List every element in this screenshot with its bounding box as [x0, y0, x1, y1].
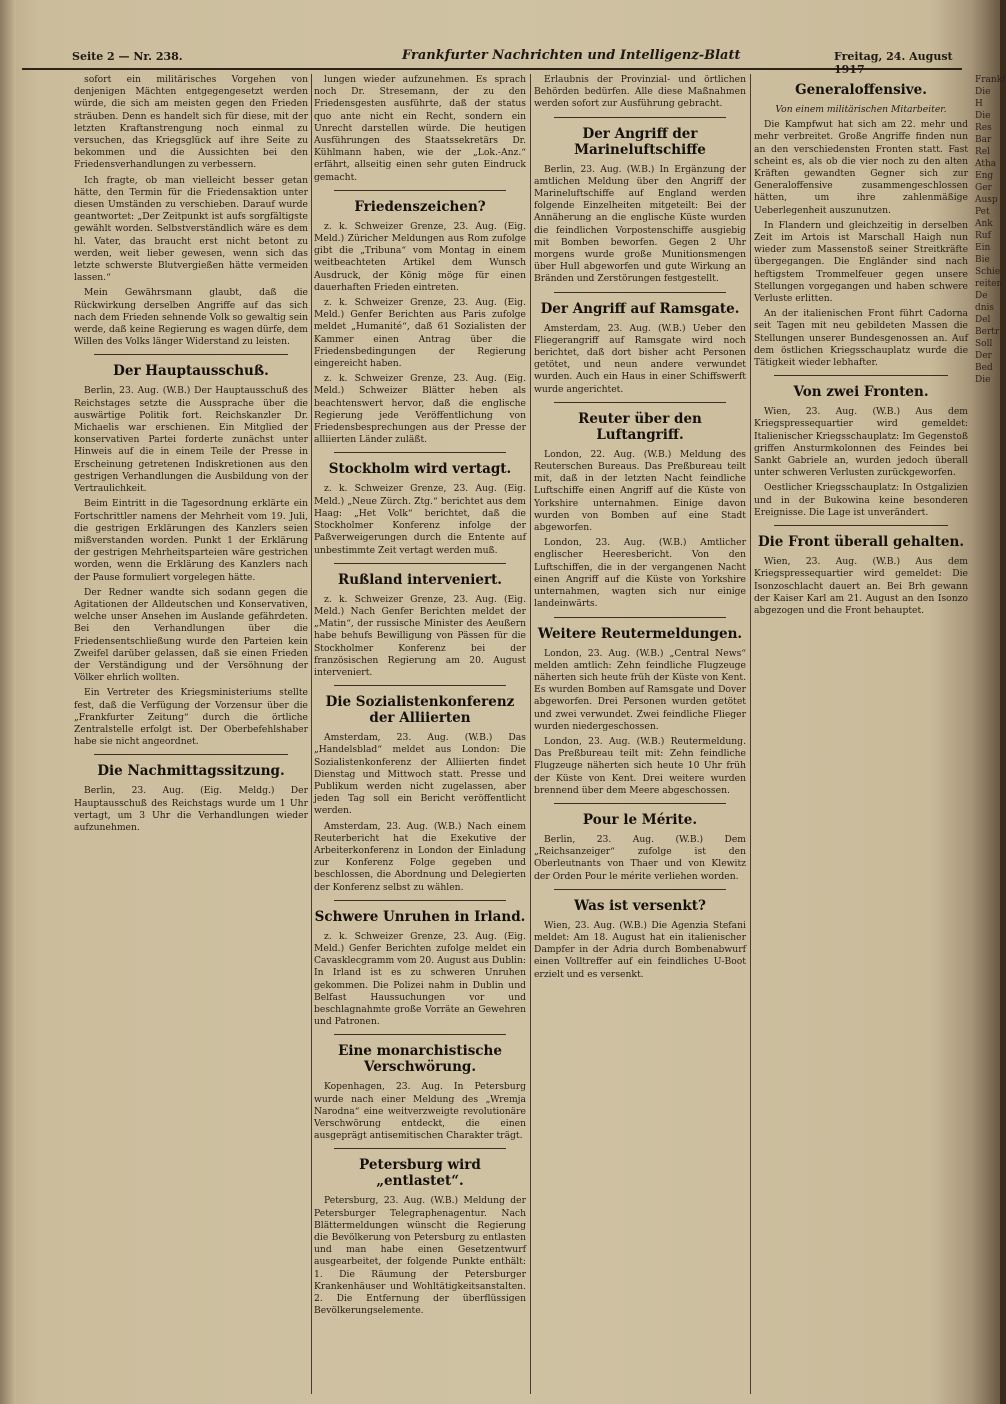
paper-title: Frankfurter Nachrichten und Intelligenz-Blatt [402, 48, 741, 63]
article-paragraph: Berlin, 23. Aug. (W.B.) Dem „Reichsanzeiger“ zufolge ist den Oberleutnants von Thaer und von Klewitz der Orden Pour le mérite verliehen worden. [534, 833, 746, 882]
column-divider [530, 74, 531, 1394]
article-paragraph: Amsterdam, 23. Aug. (W.B.) Nach einem Reuterbericht hat die Exekutive der Arbeiterkonferenz in London der Einladung zur Konferenz Folge gegeben und beschlossen, die Abordnung und Delegierten der Konferenz selbst zu wählen. [314, 820, 526, 893]
article-paragraph: London, 23. Aug. (W.B.) Reutermeldung. Das Preßbureau teilt mit: Zehn feindliche Flugzeuge näherten sich heute 10 Uhr früh der Küste von Kent. Drei weitere wurden brennend über dem Meere abgeschossen. [534, 735, 746, 796]
divider [774, 375, 948, 376]
article-paragraph: Beim Eintritt in die Tagesordnung erklärte ein Fortschrittler namens der Mehrheit vom 19. Juli, die gestrigen Erklärungen des Kanzlers seien mißverstanden worden. Punkt 1 der Erklärung der gestrigen Mehrheitsparteien wäre gestrichen worden, wenn die Erklärung des Kanzlers nach der Pause formuliert vorgelegen hätte. [74, 498, 308, 583]
heading-russland: Rußland interveniert. [337, 571, 503, 588]
article-paragraph: Mein Gewährsmann glaubt, daß die Rückwirkung derselben Angriffe auf das sich nach dem Frieden sehnende Volk so gewaltig sein werde, daß keine Regierung es wagen dürfe, dem Willen des Volks länger Widerstand zu leisten. [74, 287, 308, 348]
article-paragraph: Wien, 23. Aug. (W.B.) Aus dem Kriegspressequartier wird gemeldet: Die Isonzoschlacht dauert an. Bei Brh gewann der Kaiser Karl am 21. August an den Isonzo abgezogen und die Front behauptet. [754, 556, 968, 616]
next-page-edge: Frankf Die H Die Res Bar Rel Atha Eng Ger Ausp Pet Ank Ruf Ein Bie Schie reiten De dnis Del Bertr Soll Der Bed Die [975, 75, 1006, 385]
heading-hauptausschuss: Der Hauptausschuß. [113, 363, 269, 380]
heading-nachmittagssitzung: Die Nachmittagssitzung. [97, 763, 285, 780]
subheading: Von einem militärischen Mitarbeiter. [775, 104, 947, 115]
divider [774, 525, 948, 526]
masthead [22, 44, 962, 76]
article-paragraph: lungen wieder aufzunehmen. Es sprach noch Dr. Stresemann, der zu den Friedensgesten ausführte, daß der status quo ante nicht ein Recht, sondern ein Unrecht darstellen würde. Die heutigen Ausführungen des Staatssekretärs Dr. Kühlmann haben, wie der „Lok.-Anz.“ erfährt, allseitig einen sehr guten Eindruck gemacht. [314, 74, 526, 183]
article-paragraph: Berlin, 23. Aug. (Eig. Meldg.) Der Hauptausschuß des Reichstags wurde um 1 Uhr vertagt, um 3 Uhr die Verhandlungen wieder aufzunehmen. [74, 785, 308, 833]
column-3 [534, 74, 746, 1394]
column-2 [314, 74, 526, 1394]
divider [554, 803, 726, 804]
article-paragraph: z. k. Schweizer Grenze, 23. Aug. (Eig. Meld.) Schweizer Blätter heben als beachtenswert hervor, daß die englische Regierung jede Veröffentlichung von Friedensbesprechungen aus der Presse der alliierten Länder zuläßt. [314, 373, 526, 446]
divider [334, 685, 506, 686]
article-paragraph: z. k. Schweizer Grenze, 23. Aug. (Eig. Meld.) „Neue Zürch. Ztg.“ berichtet aus dem Haag: „Het Volk“ berichtet, daß die Stockholmer Konferenz infolge der Paßverweigerungen durch die Entente auf unbestimmte Zeit vertagt werden muß. [314, 483, 526, 556]
article-paragraph: z. k. Schweizer Grenze, 23. Aug. (Eig. Meld.) Genfer Berichten zufolge meldet ein Cavasklecgramm vom 20. August aus Dublin: In Irland ist es zu schweren Unruhen gekommen. Die Polizei nahm in Dublin und Belfast Haussuchungen vor und beschlagnahmte große Vorräte an Gewehren und Patronen. [314, 930, 526, 1028]
article-paragraph: Oestlicher Kriegsschauplatz: In Ostgalizien und in der Bukowina keine besonderen Ereignisse. Die Lage ist unverändert. [754, 482, 968, 518]
heading-front-gehalten: Die Front überall gehalten. [757, 534, 965, 551]
article-paragraph: Kopenhagen, 23. Aug. In Petersburg wurde nach einer Meldung des „Wremja Narodna“ eine weitverzweigte revolutionäre Verschwörung entdeckt, die einen ausgeprägt antisemitischen Charakter trägt. [314, 1081, 526, 1142]
heading-irland: Schwere Unruhen in Irland. [314, 908, 526, 925]
heading-pour-le-merite: Pour le Mérite. [582, 811, 698, 828]
divider [554, 889, 726, 890]
article-paragraph: In Flandern und gleichzeitig in derselben Zeit im Artois ist Marschall Haigh nun wieder zum Massenstoß seiner Streitkräfte übergegangen. Die Engländer sind nach heftigstem Trommelfeuer gegen unsere Stellungen vorgegangen und haben schwere Verluste erlitten. [754, 219, 968, 305]
article-paragraph: Der Redner wandte sich sodann gegen die Agitationen der Alldeutschen und Konservativen, welche unser Ansehen im Auslande gefährdeten. Bei den Verhandlungen über die Friedensentschließung wurde den Parteien kein Zweifel darüber gelassen, daß sie einen Frieden der Verständigung und der Versöhnung der Völker ehrlich wollten. [74, 586, 308, 684]
article-paragraph: Petersburg, 23. Aug. (W.B.) Meldung der Petersburger Telegraphenagentur. Nach Blättermeldungen wünscht die Regierung die Bevölkerung von Petersburg zu entlasten und man habe einen Gesetzentwurf ausgearbeitet, der folgende Punkte enthält: 1. Die Räumung der Petersburger Krankenhäuser und Wohltätigkeitsanstalten. 2. Die Entfernung der überflüssigen Bevölkerungselemente. [314, 1195, 526, 1317]
heading-reuter-luftangriff: Reuter über den Luftangriff. [578, 410, 702, 443]
divider [554, 292, 726, 293]
column-divider [311, 74, 312, 1394]
heading-friedenszeichen: Friedenszeichen? [354, 198, 486, 215]
divider [94, 754, 288, 755]
heading-petersburg: Petersburg wird „entlastet“. [359, 1157, 481, 1190]
article-paragraph: z. k. Schweizer Grenze, 23. Aug. (Eig. Meld.) Nach Genfer Berichten meldet der „Matin“, der russische Minister des Aeußern habe behufs Bewilligung von Pässen für die Stockholmer Konferenz bei der französischen Regierung am 20. August interveniert. [314, 593, 526, 678]
divider [334, 1034, 506, 1035]
article-paragraph: z. k. Schweizer Grenze, 23. Aug. (Eig. Meld.) Züricher Meldungen aus Rom zufolge gibt die „Tribuna“ vom Montag in einem weitbeachteten Artikel dem Wunsch Ausdruck, der König möge für einen dauerhaften Frieden eintreten. [314, 220, 526, 293]
divider [554, 617, 726, 618]
article-paragraph: Wien, 23. Aug. (W.B.) Die Agenzia Stefani meldet: Am 18. August hat ein italienischer Dampfer in der Adria durch Bombenabwurf einen Volltreffer auf ein feindliches U-Boot erzielt und es versenkt. [534, 919, 746, 980]
article-paragraph: Berlin, 23. Aug. (W.B.) In Ergänzung der amtlichen Meldung über den Angriff der Marineluftschiffe auf England werden folgende Einzelheiten mitgeteilt: Bei der Annäherung an die englische Küste wurden die feindlichen Vorpostenschiffe ausgiebig mit Bomben beworfen. Gegen 2 Uhr morgens wurde große Munitionsmengen über Hull abgeworfen und gute Wirkung an Bränden und Zerstörungen festgestellt. [534, 163, 746, 285]
article-paragraph: London, 23. Aug. (W.B.) Amtlicher englischer Heeresbericht. Von den Luftschiffen, die in der vergangenen Nacht einen Angriff auf die Küste von Yorkshire unternahmen, wagten sich nur einige landeinwärts. [534, 537, 746, 610]
divider [334, 452, 506, 453]
divider [334, 900, 506, 901]
article-paragraph: z. k. Schweizer Grenze, 23. Aug. (Eig. Meld.) Genfer Berichten aus Paris zufolge meldet „Humanité“, daß 61 Sozialisten der Kammer einen Antrag über die Friedensbedingungen der Regierung eingereicht haben. [314, 297, 526, 370]
article-paragraph: Wien, 23. Aug. (W.B.) Aus dem Kriegspressequartier wird gemeldet: Italienischer Kriegsschauplatz: Im Gegenstoß griffen Ansturmkolonnen des Feindes bei Sankt Gabriele an, wurden jedoch überall unter schweren Verlusten zurückgeworfen. [754, 406, 968, 479]
heading-stockholm: Stockholm wird vertagt. [328, 461, 512, 478]
divider [554, 402, 726, 403]
divider [554, 117, 726, 118]
article-paragraph: London, 23. Aug. (W.B.) „Central News“ melden amtlich: Zehn feindliche Flugzeuge näherten sich heute früh der Küste von Kent. Es wurden Bomben auf Ramsgate und Dover abgeworfen. Drei Personen wurden getötet und zwei verwundet. Zwei feindliche Flieger wurden niedergeschossen. [534, 647, 746, 732]
column-divider [750, 74, 751, 1394]
heading-zwei-fronten: Von zwei Fronten. [793, 384, 929, 401]
article-paragraph: Die Kampfwut hat sich am 22. mehr und mehr verbreitet. Große Angriffe finden nun an den verschiedensten Fronten statt. Fast scheint es, als ob die vier noch zu den alten Kräften gewandten Gegner sich zur Generaloffensive zusammengeschlossen hätten, um ihre zahlenmäßige Ueberlegenheit auszunutzen. [754, 119, 968, 216]
column-1 [74, 74, 308, 1394]
heading-weitere-reutermeldungen: Weitere Reutermeldungen. [537, 625, 743, 642]
article-paragraph: Amsterdam, 23. Aug. (W.B.) Ueber den Fliegerangriff auf Ramsgate wird noch berichtet, daß dort bisher acht Personen getötet, und neun andere verwundet wurden. Auch ein Haus in einer Schiffswerft wurde angerichtet. [534, 322, 746, 395]
article-paragraph: Erlaubnis der Provinzial- und örtlichen Behörden bedürfen. Alle diese Maßnahmen werden sofort zur Ausführung gebracht. [534, 74, 746, 110]
divider [334, 563, 506, 564]
heading-verschwoerung: Eine monarchistische Verschwörung. [338, 1043, 502, 1076]
divider [334, 1148, 506, 1149]
heading-sozialistenkonferenz: Die Sozialistenkonferenz der Alliierten [325, 694, 515, 727]
article-paragraph: sofort ein militärisches Vorgehen von denjenigen Mächten entgegengesetzt werden würde, die sich am meisten gegen den Frieden sträuben. Denn es handelt sich für diese, mit der letzten Kraftanstrengung noch einmal zu versuchen, das Kriegsglück auf ihre Seite zu bekommen und die Aussichten bei den Friedensverhandlungen zu verbessern. [74, 74, 308, 171]
heading-generaloffensive: Generaloffensive. [795, 82, 927, 98]
article-paragraph: Ich fragte, ob man vielleicht besser getan hätte, den Termin für die Friedensaktion unter diesen Umständen zu verschieben. Darauf wurde geantwortet: „Der Zeitpunkt ist aufs sorgfältigste gewählt worden. Selbstverständlich wäre es dem hl. Vater, das braucht erst nicht betont zu werden, weit lieber gewesen, wenn sich das letzte schwerste Blutvergießen hätte vermeiden lassen.“ [74, 174, 308, 284]
page-binding [0, 0, 16, 1404]
page-label: Seite 2 — Nr. 238. [72, 50, 183, 63]
article-paragraph: London, 22. Aug. (W.B.) Meldung des Reuterschen Bureaus. Das Preßbureau teilt mit, daß in der letzten Nacht feindliche Luftschiffe einen Angriff auf die Küste von Yorkshire unternahmen. Einige davon wurden von Bomben auf eine Stadt abgeworfen. [534, 448, 746, 534]
heading-marineluftschiffe: Der Angriff der Marineluftschiffe [574, 125, 706, 158]
article-paragraph: An der italienischen Front führt Cadorna seit Tagen mit neu gebildeten Massen die Stellungen unserer Bundesgenossen an. Auf dem östlichen Kriegsschauplatz wurde die Tätigkeit wieder lebhafter. [754, 308, 968, 369]
issue-date: Freitag, 24. August 1917 [834, 50, 953, 76]
article-paragraph: Berlin, 23. Aug. (W.B.) Der Hauptausschuß des Reichstages setzte die Aussprache über die auswärtige Politik fort. Reichskanzler Dr. Michaelis war erschienen. Ein Mitglied der konservativen Partei forderte zunächst unter Hinweis auf die in einem Teile der Presse in Erscheinung getretenen Indiskretionen aus den gestrigen Verhandlungen die Ausbildung von der Vertraulichkeit. [74, 385, 308, 495]
divider [94, 354, 288, 355]
column-4 [754, 74, 968, 1394]
heading-was-ist-versenkt: Was ist versenkt? [574, 897, 706, 914]
heading-ramsgate: Der Angriff auf Ramsgate. [540, 300, 740, 317]
divider [334, 190, 506, 191]
article-paragraph: Amsterdam, 23. Aug. (W.B.) Das „Handelsblad“ meldet aus London: Die Sozialistenkonferenz der Alliierten findet Dienstag und Mittwoch statt. Presse und Publikum werden nicht zugelassen, aber jeden Tag soll ein Bericht veröffentlicht werden. [314, 732, 526, 817]
article-paragraph: Ein Vertreter des Kriegsministeriums stellte fest, daß die Verfügung der Vorzensur über die „Frankfurter Zeitung“ durch die örtliche Zentralstelle erfolgt ist. Der Oberbefehlshaber habe sie nicht angeordnet. [74, 687, 308, 748]
